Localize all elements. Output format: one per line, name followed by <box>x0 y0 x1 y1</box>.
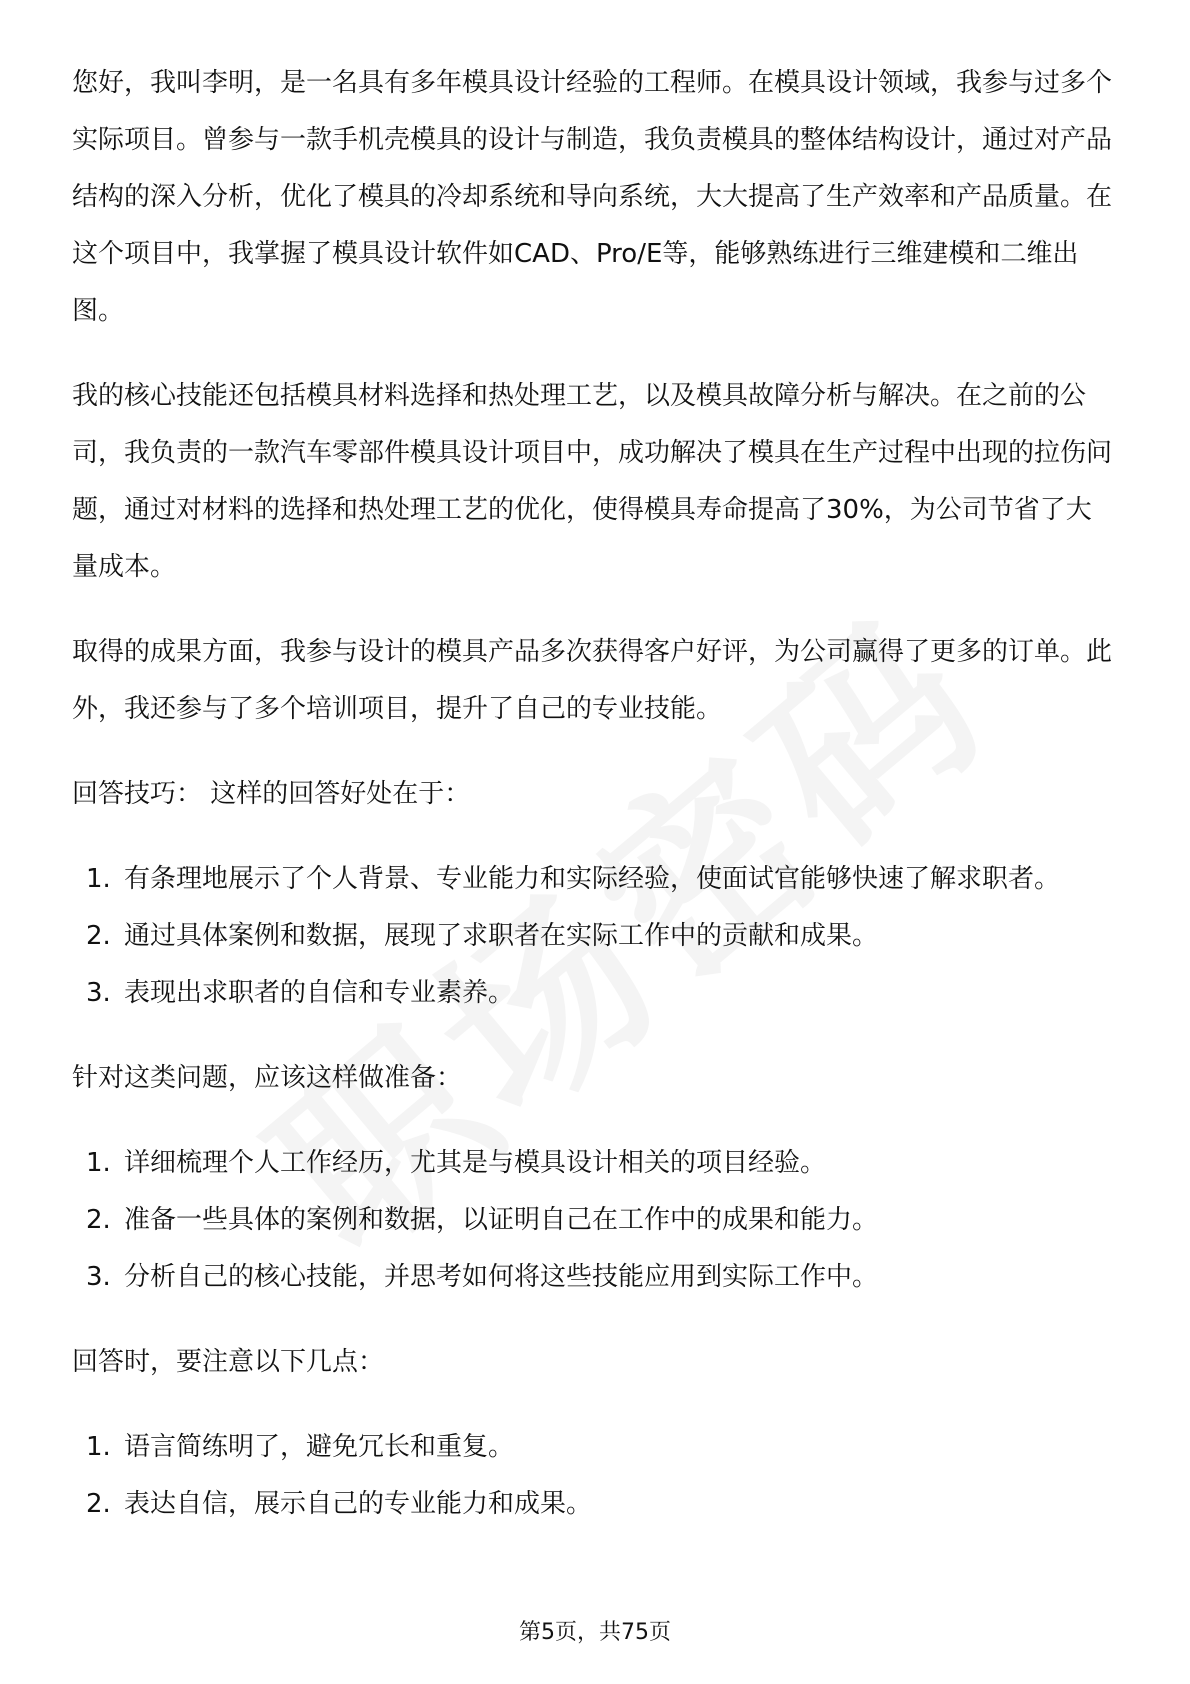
intro-paragraph: 您好，我叫李明，是一名具有多年模具设计经验的工程师。在模具设计领域，我参与过多个实际项目。曾参与一款手机壳模具的设计与制造，我负责模具的整体结构设计，通过对产品结构的深入分析，优化了模具的冷却系统和导向系统，大大提高了生产效率和产品质量。在这个项目中，我掌握了模具设计软件如CAD、Pro/E等，能够熟练进行三维建模和二维出图。 <box>72 68 1113 326</box>
page-number: 第5页，共75页 <box>519 1620 671 1645</box>
list-text: 通过具体案例和数据，展现了求职者在实际工作中的贡献和成果。 <box>124 921 879 951</box>
skills-paragraph: 我的核心技能还包括模具材料选择和热处理工艺，以及模具故障分析与解决。在之前的公司，我负责的一款汽车零部件模具设计项目中，成功解决了模具在生产过程中出现的拉伤问题，通过对材料的选择和热处理工艺的优化，使得模具寿命提高了30%，为公司节省了大量成本。 <box>72 381 1113 582</box>
list-text: 表达自信，展示自己的专业能力和成果。 <box>124 1489 593 1519</box>
notes-heading: 回答时，要注意以下几点： <box>72 1347 385 1377</box>
list-number: 1. <box>86 1148 111 1178</box>
prep-list <box>72 1135 1117 1306</box>
list-number: 3. <box>86 1262 111 1292</box>
list-text: 有条理地展示了个人背景、专业能力和实际经验，使面试官能够快速了解求职者。 <box>124 864 1061 894</box>
achievements-paragraph: 取得的成果方面，我参与设计的模具产品多次获得客户好评，为公司赢得了更多的订单。此外，我还参与了多个培训项目，提升了自己的专业技能。 <box>72 637 1113 724</box>
prep-heading: 针对这类问题，应该这样做准备： <box>72 1063 463 1093</box>
list-text: 准备一些具体的案例和数据，以证明自己在工作中的成果和能力。 <box>124 1205 879 1235</box>
list-item <box>72 1192 1117 1249</box>
tips-heading: 回答技巧： 这样的回答好处在于： <box>72 779 471 809</box>
list-number: 2. <box>86 921 111 951</box>
list-item <box>72 1249 1117 1306</box>
document-body <box>72 55 1117 1533</box>
list-number: 1. <box>86 864 111 894</box>
list-item <box>72 1419 1117 1476</box>
list-number: 3. <box>86 978 111 1008</box>
list-item <box>72 1135 1117 1192</box>
list-text: 语言简练明了，避免冗长和重复。 <box>124 1432 515 1462</box>
notes-list <box>72 1419 1117 1533</box>
list-item <box>72 1476 1117 1533</box>
list-item <box>72 851 1117 908</box>
list-number: 2. <box>86 1205 111 1235</box>
list-text: 详细梳理个人工作经历，尤其是与模具设计相关的项目经验。 <box>124 1148 827 1178</box>
tips-list <box>72 851 1117 1022</box>
list-number: 1. <box>86 1432 111 1462</box>
list-text: 表现出求职者的自信和专业素养。 <box>124 978 515 1008</box>
list-item <box>72 965 1117 1022</box>
list-text: 分析自己的核心技能，并思考如何将这些技能应用到实际工作中。 <box>124 1262 879 1292</box>
list-number: 2. <box>86 1489 111 1519</box>
list-item <box>72 908 1117 965</box>
